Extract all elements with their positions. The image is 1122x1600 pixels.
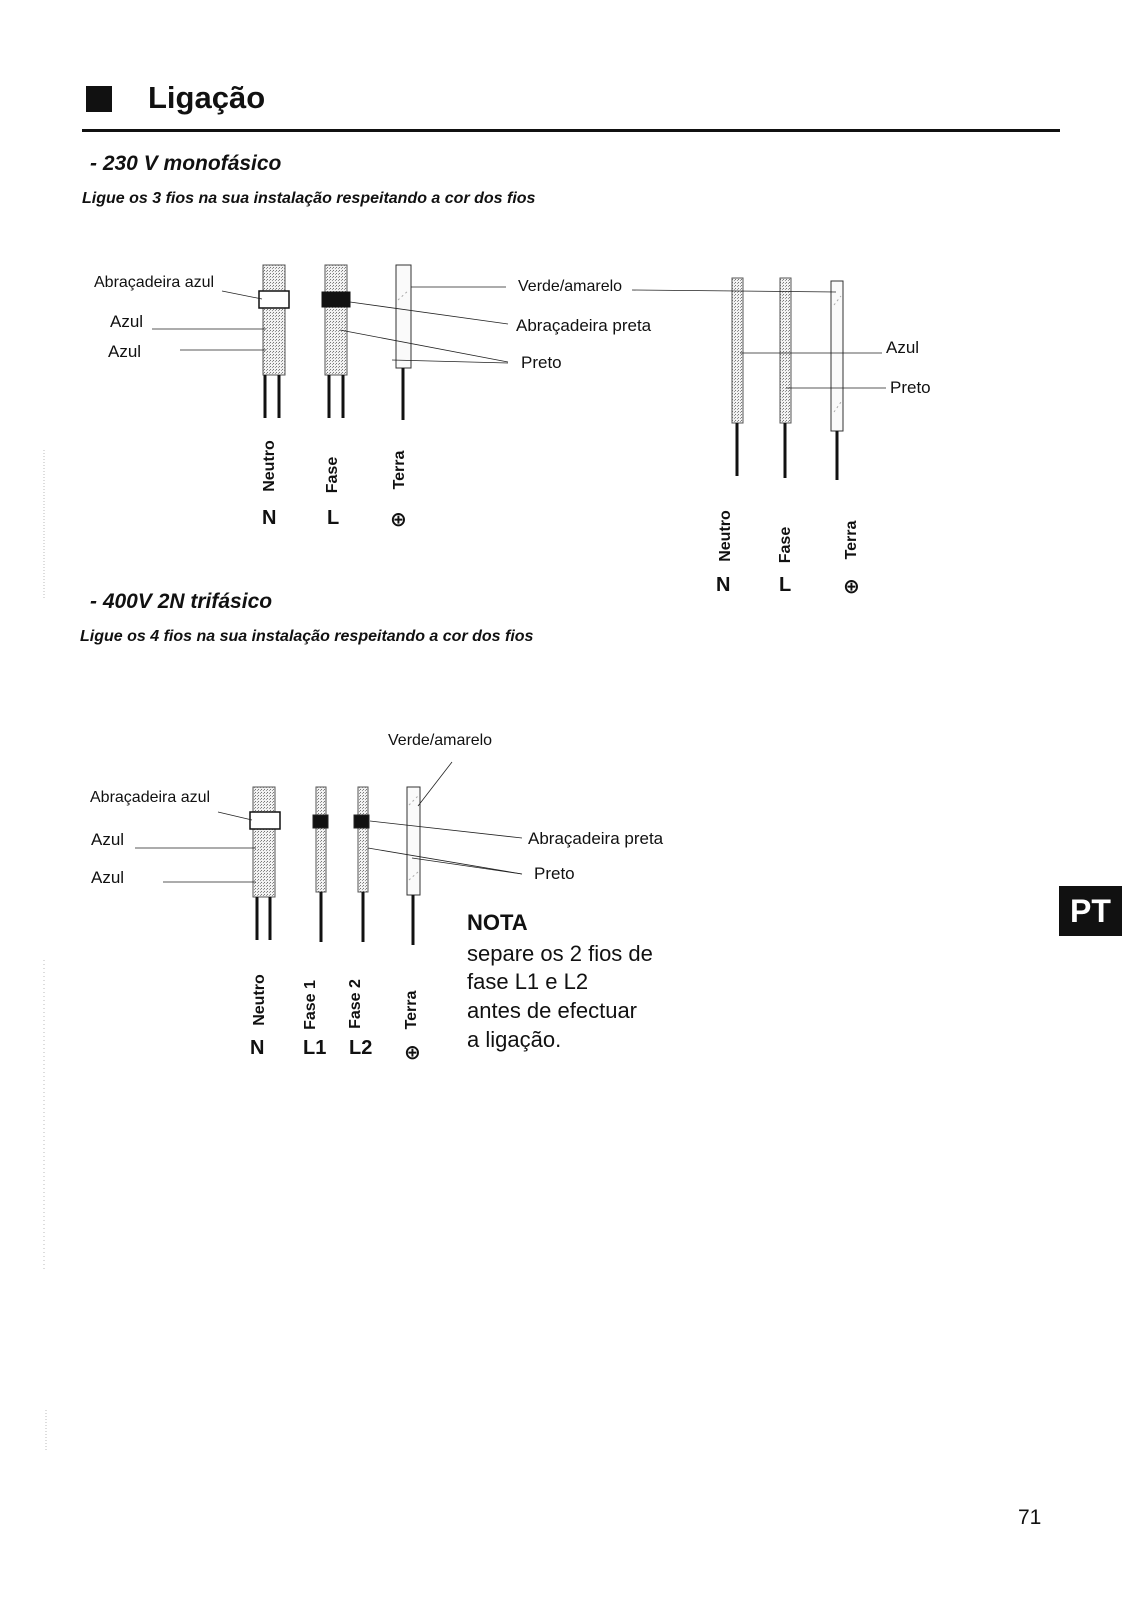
label-black-clamp: Abraçadeira preta [516,316,652,335]
label-black: Preto [521,353,562,372]
diagram-mono-right [632,278,886,480]
earth-icon: ⊕ [404,1042,421,1064]
wire-name-neutral: Neutro [251,974,268,1026]
wire-symbol-l2: L2 [349,1037,373,1059]
section-mono-heading: - 230 V monofásico [90,152,282,175]
blue-clamp-icon [259,291,289,308]
wire-symbol-n: N [716,574,731,596]
note-line: antes de efectuar [467,998,638,1023]
label-blue-clamp: Abraçadeira azul [90,789,211,806]
scan-margin-marks [44,450,46,1450]
label-black: Preto [534,864,575,883]
wire-symbol-l1: L1 [303,1037,327,1059]
language-tab: PT [1059,886,1122,936]
note-line: a ligação. [467,1027,562,1052]
black-clamp-icon [322,292,350,307]
page-title: Ligação [148,80,266,115]
label-blue-2: Azul [108,342,142,361]
wire-name-phase-2: Fase 2 [347,979,364,1029]
wire-name-earth: Terra [843,520,860,560]
label-green-yellow: Verde/amarelo [518,278,623,295]
wire-symbol-l: L [327,507,340,529]
label-blue-1: Azul [91,830,125,849]
wire-name-phase: Fase [324,456,341,494]
wire-symbol-n: N [262,507,277,529]
wire-name-phase-1: Fase 1 [302,980,319,1030]
earth-icon: ⊕ [390,509,407,531]
blue-clamp-icon [250,812,280,829]
wire-name-phase: Fase [777,526,794,564]
label-right-black: Preto [890,378,931,397]
label-green-yellow: Verde/amarelo [388,732,493,749]
section-mono-instruction: Ligue os 3 fios na sua instalação respeitando a cor dos fios [82,190,536,207]
note-line: separe os 2 fios de [467,941,653,966]
page-number: 71 [1018,1506,1042,1529]
label-right-blue: Azul [886,338,920,357]
wire-name-earth: Terra [403,990,420,1030]
label-blue-clamp: Abraçadeira azul [94,274,215,291]
wire-name-earth: Terra [391,450,408,490]
black-clamp-icon [354,815,369,828]
wire-symbol-n: N [250,1037,265,1059]
label-blue-2: Azul [91,868,125,887]
section-tri-heading: - 400V 2N trifásico [90,590,273,613]
label-black-clamp: Abraçadeira preta [528,829,664,848]
wire-symbol-l: L [779,574,792,596]
note-line: fase L1 e L2 [467,969,589,994]
earth-icon: ⊕ [843,576,860,598]
label-blue-1: Azul [110,312,144,331]
wire-name-neutral: Neutro [261,440,278,492]
section-tri-instruction: Ligue os 4 fios na sua instalação respeitando a cor dos fios [80,628,534,645]
wire-name-neutral: Neutro [717,510,734,562]
note-title: NOTA [467,910,528,935]
